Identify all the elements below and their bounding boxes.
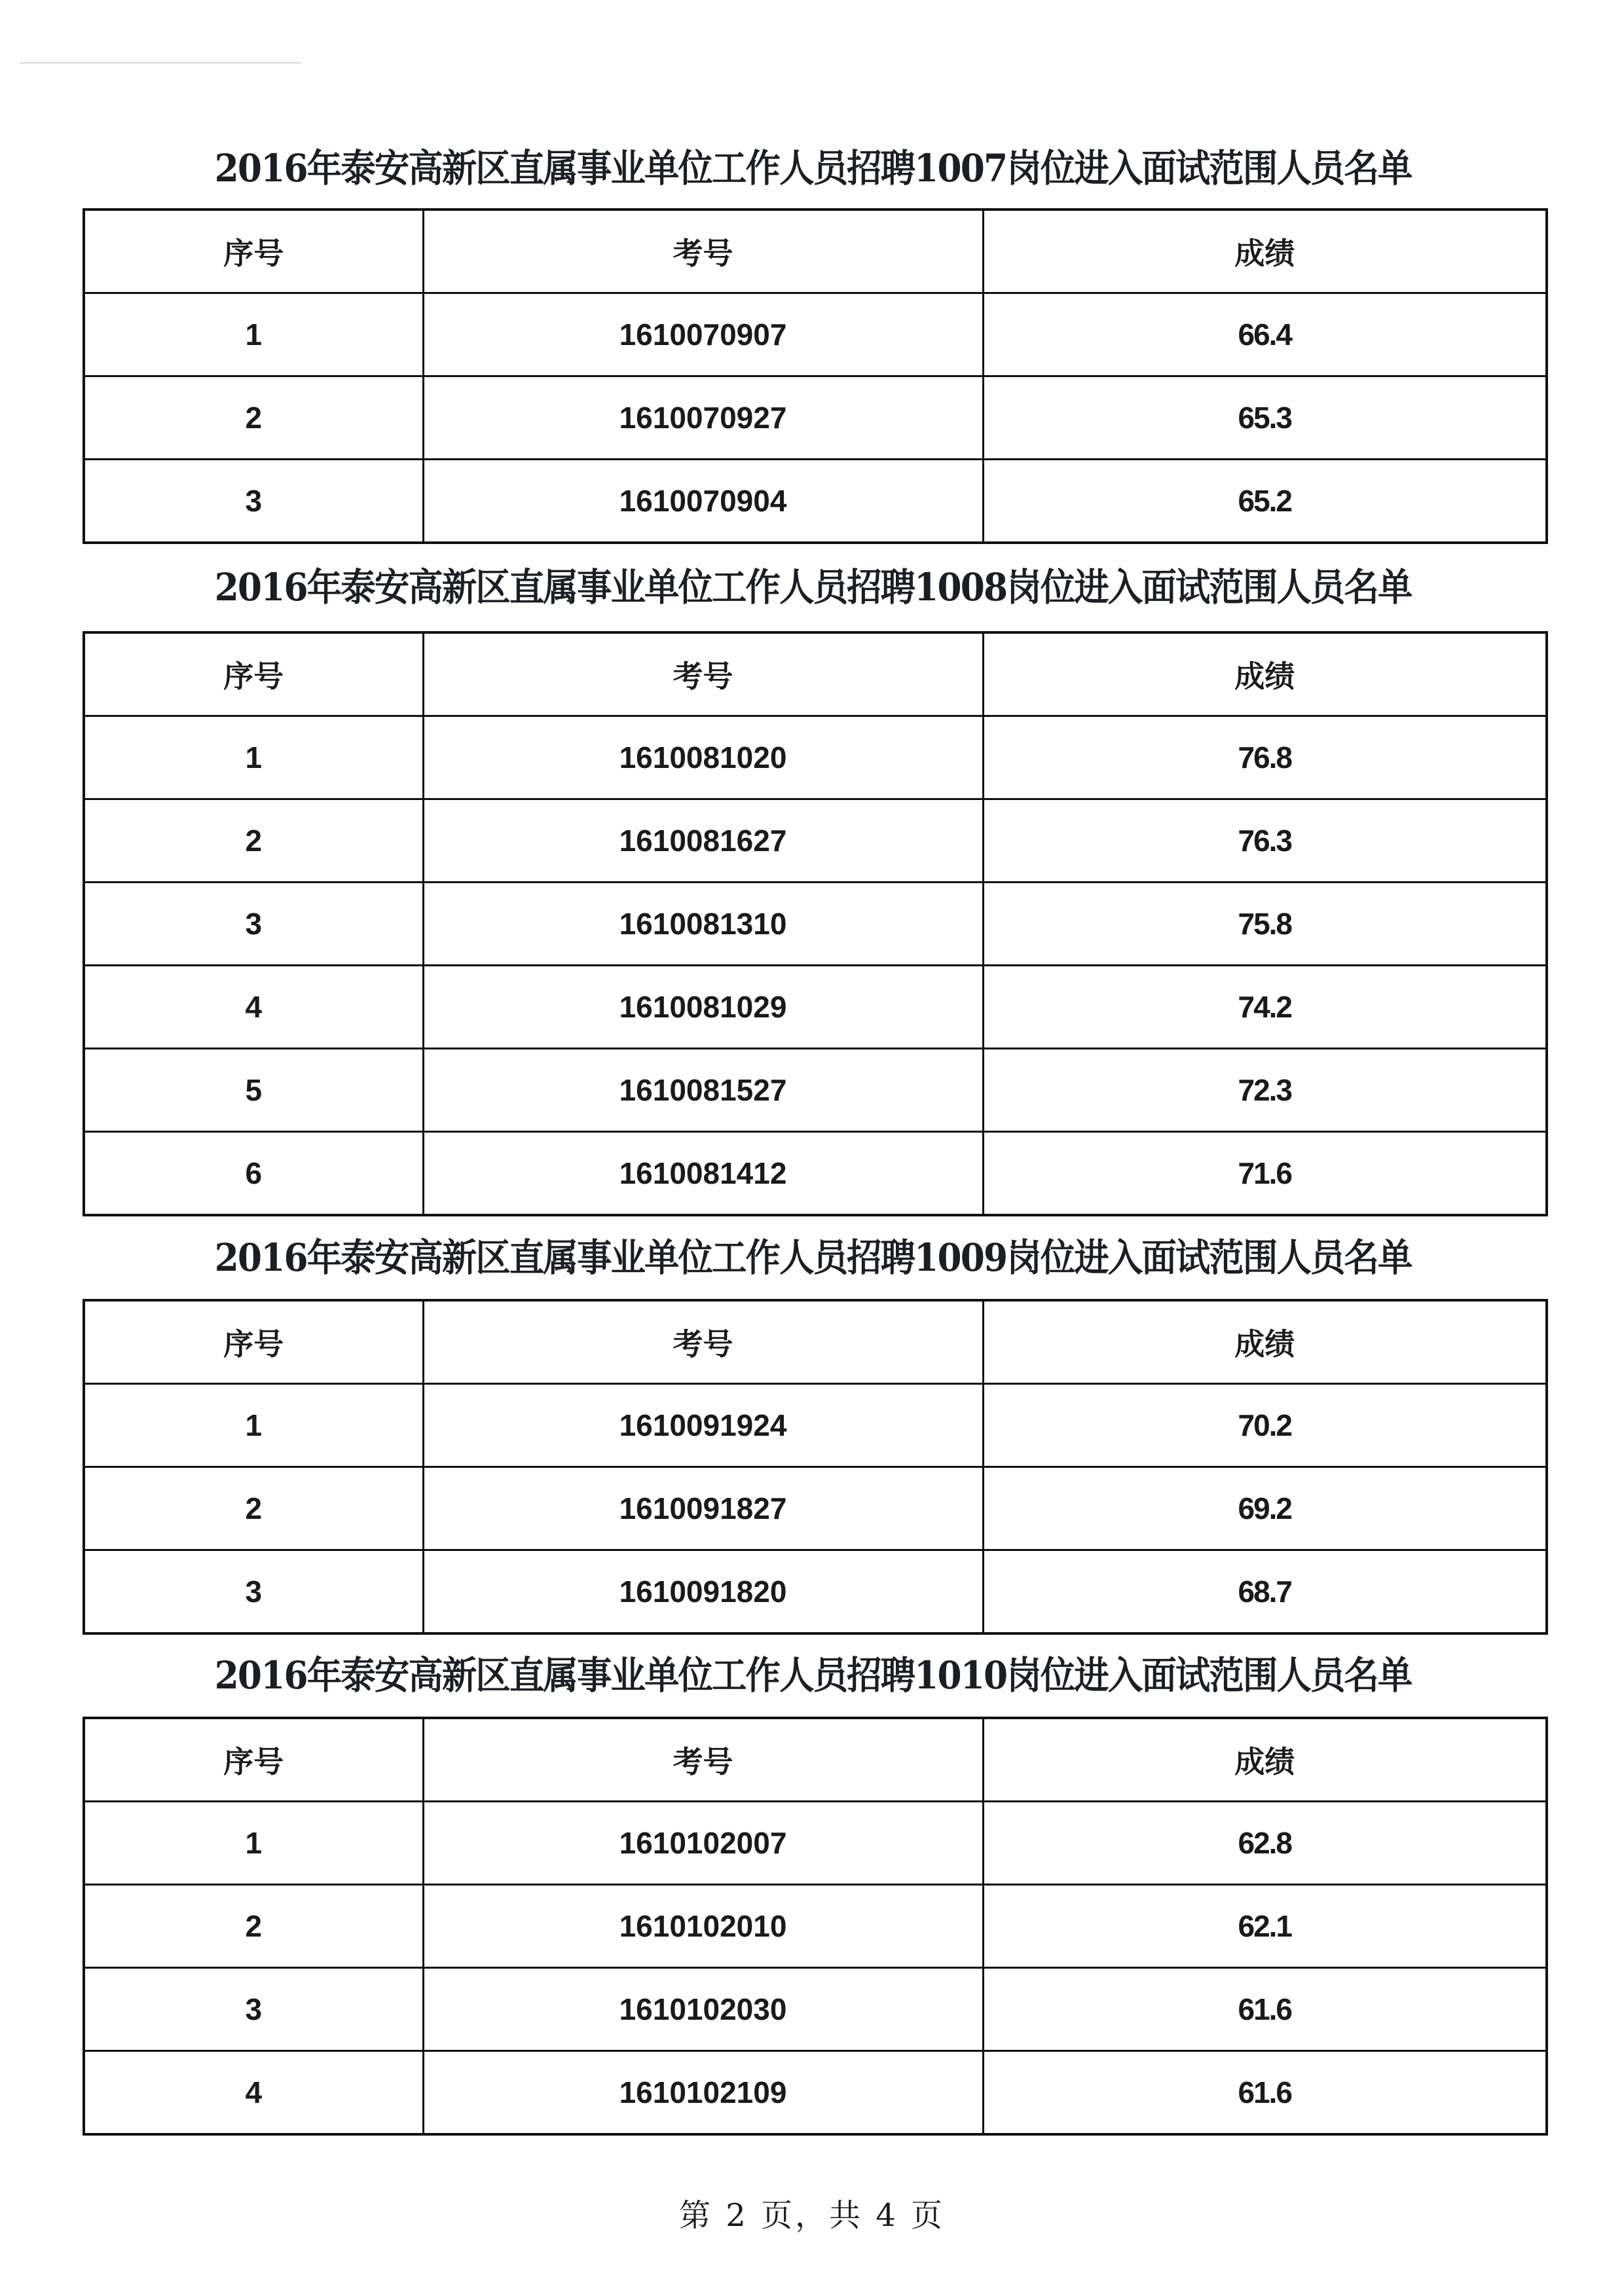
cell-score: 61.6 xyxy=(983,1968,1547,2051)
table-row xyxy=(84,1802,1547,1885)
table-row xyxy=(84,799,1547,883)
cell-score: 66.4 xyxy=(983,293,1547,376)
column-header-score: 成绩 xyxy=(983,632,1547,716)
cell-seq: 1 xyxy=(84,293,423,376)
table-row xyxy=(84,2051,1547,2135)
cell-exam-no: 1610102010 xyxy=(423,1885,983,1968)
cell-score: 76.8 xyxy=(983,716,1547,799)
cell-score: 70.2 xyxy=(983,1384,1547,1467)
table-row xyxy=(84,293,1547,376)
table-row xyxy=(84,1132,1547,1216)
roster-table-1008 xyxy=(83,631,1548,1216)
column-header-seq: 序号 xyxy=(84,632,423,716)
cell-exam-no: 1610102007 xyxy=(423,1802,983,1885)
cell-seq: 1 xyxy=(84,1384,423,1467)
column-header-score: 成绩 xyxy=(983,210,1547,293)
cell-score: 69.2 xyxy=(983,1467,1547,1550)
cell-exam-no: 1610091827 xyxy=(423,1467,983,1550)
cell-exam-no: 1610102030 xyxy=(423,1968,983,2051)
column-header-exam-no: 考号 xyxy=(423,1300,983,1384)
cell-seq: 2 xyxy=(84,799,423,883)
cell-score: 76.3 xyxy=(983,799,1547,883)
table-row xyxy=(84,883,1547,966)
cell-exam-no: 1610081029 xyxy=(423,966,983,1049)
table-row xyxy=(84,1550,1547,1634)
cell-score: 65.2 xyxy=(983,460,1547,543)
cell-score: 65.3 xyxy=(983,376,1547,460)
cell-score: 75.8 xyxy=(983,883,1547,966)
cell-seq: 3 xyxy=(84,460,423,543)
cell-exam-no: 1610070927 xyxy=(423,376,983,460)
cell-seq: 1 xyxy=(84,716,423,799)
cell-seq: 4 xyxy=(84,966,423,1049)
table-header-row xyxy=(84,210,1547,293)
cell-seq: 3 xyxy=(84,1550,423,1634)
cell-exam-no: 1610091924 xyxy=(423,1384,983,1467)
column-header-exam-no: 考号 xyxy=(423,1718,983,1802)
cell-exam-no: 1610081412 xyxy=(423,1132,983,1216)
cell-seq: 3 xyxy=(84,1968,423,2051)
table-row xyxy=(84,1968,1547,2051)
cell-seq: 2 xyxy=(84,376,423,460)
column-header-seq: 序号 xyxy=(84,210,423,293)
page-number-footer: 第 2 页，共 4 页 xyxy=(678,2197,946,2234)
table-header-row xyxy=(84,632,1547,716)
section-title-1010: 2016年泰安高新区直属事业单位工作人员招聘1010岗位进入面试范围人员名单 xyxy=(214,1653,1412,1698)
cell-score: 71.6 xyxy=(983,1132,1547,1216)
cell-exam-no: 1610081527 xyxy=(423,1049,983,1132)
cell-exam-no: 1610081310 xyxy=(423,883,983,966)
column-header-seq: 序号 xyxy=(84,1718,423,1802)
cell-score: 61.6 xyxy=(983,2051,1547,2135)
table-row xyxy=(84,460,1547,543)
table-row xyxy=(84,376,1547,460)
cell-seq: 4 xyxy=(84,2051,423,2135)
cell-score: 62.8 xyxy=(983,1802,1547,1885)
cell-exam-no: 1610070907 xyxy=(423,293,983,376)
cell-seq: 2 xyxy=(84,1467,423,1550)
column-header-score: 成绩 xyxy=(983,1300,1547,1384)
scan-artifact-line xyxy=(20,62,301,64)
table-header-row xyxy=(84,1300,1547,1384)
column-header-exam-no: 考号 xyxy=(423,632,983,716)
cell-seq: 6 xyxy=(84,1132,423,1216)
table-row xyxy=(84,1467,1547,1550)
column-header-exam-no: 考号 xyxy=(423,210,983,293)
cell-seq: 3 xyxy=(84,883,423,966)
cell-score: 62.1 xyxy=(983,1885,1547,1968)
cell-exam-no: 1610081627 xyxy=(423,799,983,883)
table-row xyxy=(84,1885,1547,1968)
cell-score: 72.3 xyxy=(983,1049,1547,1132)
cell-score: 74.2 xyxy=(983,966,1547,1049)
cell-exam-no: 1610091820 xyxy=(423,1550,983,1634)
cell-exam-no: 1610081020 xyxy=(423,716,983,799)
table-row xyxy=(84,966,1547,1049)
roster-table-1007 xyxy=(83,208,1548,544)
cell-seq: 5 xyxy=(84,1049,423,1132)
table-header-row xyxy=(84,1718,1547,1802)
section-title-1007: 2016年泰安高新区直属事业单位工作人员招聘1007岗位进入面试范围人员名单 xyxy=(214,146,1412,191)
roster-table-1010 xyxy=(83,1717,1548,2136)
column-header-score: 成绩 xyxy=(983,1718,1547,1802)
table-row xyxy=(84,1384,1547,1467)
cell-seq: 2 xyxy=(84,1885,423,1968)
table-row xyxy=(84,716,1547,799)
section-title-1009: 2016年泰安高新区直属事业单位工作人员招聘1009岗位进入面试范围人员名单 xyxy=(214,1235,1412,1280)
cell-seq: 1 xyxy=(84,1802,423,1885)
section-title-1008: 2016年泰安高新区直属事业单位工作人员招聘1008岗位进入面试范围人员名单 xyxy=(214,565,1412,610)
cell-score: 68.7 xyxy=(983,1550,1547,1634)
roster-table-1009 xyxy=(83,1299,1548,1635)
table-row xyxy=(84,1049,1547,1132)
cell-exam-no: 1610070904 xyxy=(423,460,983,543)
column-header-seq: 序号 xyxy=(84,1300,423,1384)
cell-exam-no: 1610102109 xyxy=(423,2051,983,2135)
